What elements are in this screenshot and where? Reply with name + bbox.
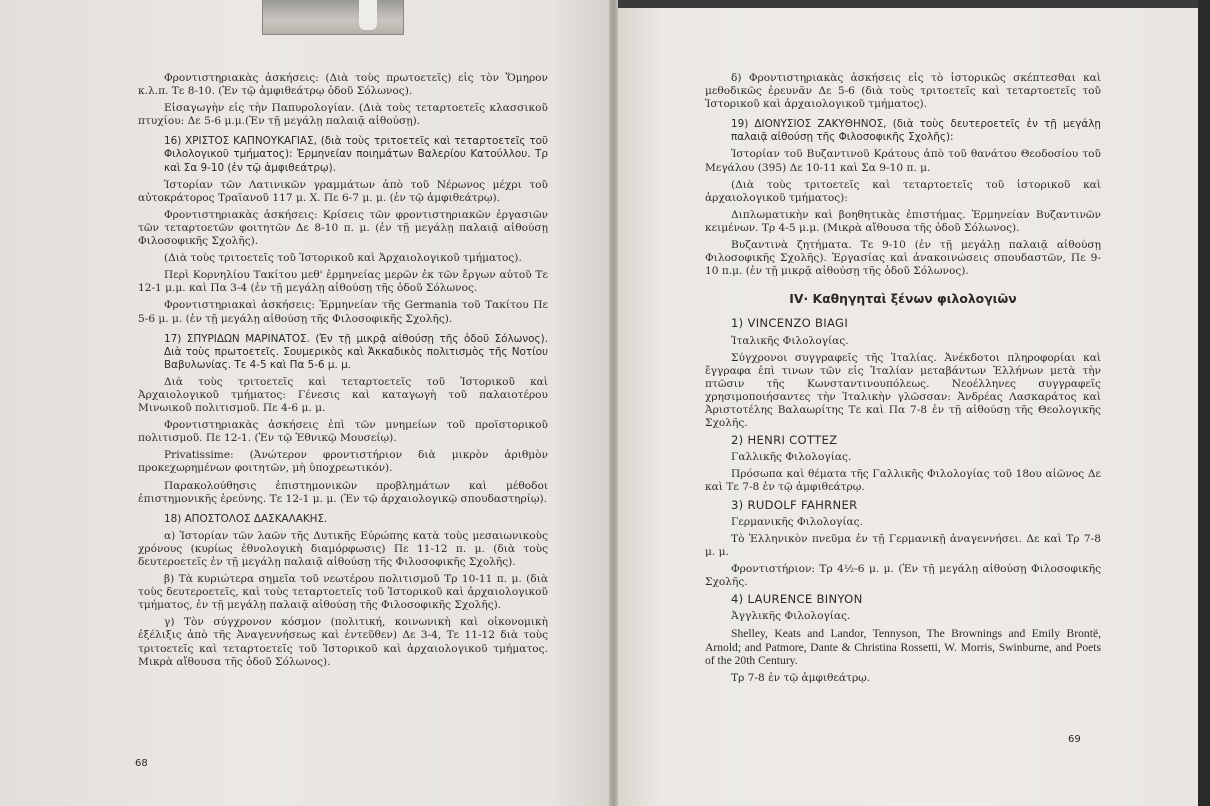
professor-field: Ἀγγλικῆς Φιλολογίας. (731, 610, 851, 623)
section-entry: 16) ΧΡΙΣΤΟΣ ΚΑΠΝΟΥΚΑΓΙΑΣ, (διὰ τοὺς τριτοετεῖς καὶ τεταρτοετεῖς τοῦ Φιλολογικοῦ τμήματος): Ἑρμηνείαν ποιημάτων Βαλερίου Κατούλλου. Τρ καὶ Σα 9-10 (ἐν τῷ ἀμφιθεάτρῳ). (164, 135, 548, 174)
paragraph: Διπλωματικὴν καὶ βοηθητικὰς ἐπιστήμας. Ἑρμηνείαν Βυζαντινῶν κειμένων. Τρ 4-5 μ.μ. (Μικρὰ αἴθουσα τῆς ὁδοῦ Σόλωνος). (705, 208, 1101, 234)
course-description: Φροντιστήριον: Τρ 4½-6 μ. μ. (Ἐν τῇ μεγάλῃ αἰθούσῃ Φιλοσοφικῆς Σχολῆς. (705, 562, 1101, 588)
professor-field: Ἰταλικῆς Φιλολογίας. (731, 334, 849, 347)
right-page-number: 69 (1068, 734, 1081, 745)
professor-field: Γαλλικῆς Φιλολογίας. (731, 451, 852, 464)
binder-clip (262, 0, 404, 35)
paragraph: Φροντιστηριακὰς ἀσκήσεις: Κρίσεις τῶν φροντιστηριακῶν ἐργασιῶν τῶν τεταρτοετῶν φοιτητῶν Δε 8-10 π. μ. (ἐν τῇ μεγάλῃ παλαιᾷ αἰθούσῃ Φιλοσοφικῆς Σχολῆς). (138, 208, 548, 248)
left-page-number: 68 (135, 758, 148, 769)
paragraph: δ) Φροντιστηριακὰς ἀσκήσεις εἰς τὸ ἱστορικῶς σκέπτεσθαι καὶ μεθοδικῶς ἐρευνᾶν Δε 5-6 (διὰ τοὺς τριτοετεῖς καὶ τεταρτοετεῖς τοῦ Ἱστορικοῦ καὶ ἀρχαιολογικοῦ τμήματος). (705, 72, 1101, 111)
professor-name: 4) LAURENCE BINYON (731, 592, 863, 607)
paragraph: Παρακολούθησις ἐπιστημονικῶν προβλημάτων καὶ μέθοδοι ἐπιστημονικῆς ἐρεύνης. Τε 12-1 μ. μ. (Ἐν τῷ ἀρχαιολογικῷ σπουδαστηρίῳ). (138, 479, 548, 505)
section-entry: 17) ΣΠΥΡΙΔΩΝ ΜΑΡΙΝΑΤΟΣ. (Ἐν τῇ μικρᾷ αἰθούσῃ τῆς ὁδοῦ Σόλωνος). Διὰ τοὺς πρωτοετεῖς. Σουμερικὸς καὶ Ἀκκαδικὸς πολιτισμὸς τῆς Νοτίου Βαβυλωνίας. Τε 4-5 καὶ Πα 5-6 μ. μ. (164, 332, 548, 371)
course-description: Τρ 7-8 ἐν τῷ ἀμφιθεάτρῳ. (731, 672, 871, 685)
paragraph: Ἱστορίαν τοῦ Βυζαντινοῦ Κράτους ἀπὸ τοῦ θανάτου Θεοδοσίου τοῦ Μεγάλου (395) Δε 10-11 καὶ Σα 9-10 π. μ. (705, 148, 1101, 174)
paragraph: Φροντιστηριακὰς ἀσκήσεις ἐπὶ τῶν μνημείων τοῦ προϊστορικοῦ πολιτισμοῦ. Πε 12-1. (Ἐν τῷ Ἐθνικῷ Μουσείῳ). (138, 419, 548, 445)
section-entry: 18) ΑΠΟΣΤΟΛΟΣ ΔΑΣΚΑΛΑΚΗΣ. (164, 512, 328, 525)
paragraph: Ἱστορίαν τῶν Λατινικῶν γραμμάτων ἀπὸ τοῦ Νέρωνος μέχρι τοῦ αὐτοκράτορος Τραϊανοῦ 117 μ. Χ. Πε 6-7 μ. μ. (ἐν τῷ ἀμφιθεάτρῳ). (138, 178, 548, 204)
course-description: Πρόσωπα καὶ θέματα τῆς Γαλλικῆς Φιλολογίας τοῦ 18ου αἰῶνος Δε καὶ Τε 7-8 ἐν τῷ ἀμφιθεάτρῳ. (705, 468, 1101, 494)
clip-slot (359, 0, 377, 30)
paragraph: β) Τὰ κυριώτερα σημεῖα τοῦ νεωτέρου πολιτισμοῦ Τρ 10-11 π. μ. (διὰ τοὺς δευτεροετεῖς, καὶ τοὺς τεταρτοετεῖς τοῦ Ἱστορικοῦ καὶ ἀρχαιολογικοῦ τμήματος, ἐν τῇ μεγάλῃ παλαιᾷ αἰθούσῃ τῆς Φιλοσοφικῆς Σχολῆς). (138, 573, 548, 612)
section-entry: 19) ΔΙΟΝΥΣΙΟΣ ΖΑΚΥΘΗΝΟΣ, (διὰ τοὺς δευτεροετεῖς ἐν τῇ μεγάλῃ παλαιᾷ αἰθούσῃ τῆς Φιλοσοφικῆς Σχολῆς): (731, 118, 1101, 144)
professor-name: 2) HENRI COTTEZ (731, 433, 838, 448)
professor-field: Γερμανικῆς Φιλολογίας. (731, 515, 863, 528)
paragraph: Βυζαντινὰ ζητήματα. Τε 9-10 (ἐν τῇ μεγάλῃ παλαιᾷ αἰθούσῃ Φιλοσοφικῆς Σχολῆς). Ἐργασίας καὶ ἀνακοινώσεις σπουδαστῶν, Πε 9-10 π.μ. (ἐν τῇ μικρᾷ αἰθούσῃ τῆς ὁδοῦ Σόλωνος). (705, 239, 1101, 278)
book-gutter (609, 0, 618, 806)
book-cover-edge (1198, 0, 1210, 806)
paragraph: Φροντιστηριακαὶ ἀσκήσεις: Ἑρμηνείαν τῆς Germania τοῦ Τακίτου Πε 5-6 μ. μ. (ἐν τῇ μεγάλῃ αἰθούσῃ τῆς Φιλοσοφικῆς Σχολῆς). (138, 299, 548, 325)
course-description: Τὸ Ἑλληνικὸν πνεῦμα ἐν τῇ Γερμανικῇ ἀναγεννήσει. Δε καὶ Τρ 7-8 μ. μ. (705, 532, 1101, 558)
professor-name: 1) VINCENZO BIAGI (731, 316, 849, 331)
paragraph: Περὶ Κορνηλίου Τακίτου μεθ' ἑρμηνείας μερῶν ἐκ τῶν ἔργων αὐτοῦ Τε 12-1 μ.μ. καὶ Πα 3-4 (ἐν τῇ μεγάλῃ αἰθούσῃ τῆς ὁδοῦ Σόλωνος. (138, 269, 548, 295)
paragraph: Εἰσαγωγὴν εἰς τὴν Παπυρολογίαν. (Διὰ τοὺς τεταρτοετεῖς κλασσικοῦ πτυχίου: Δε 5-6 μ.μ.(Ἐν τῇ μεγάλῃ παλαιᾷ αἰθούσῃ). (138, 102, 548, 128)
paragraph: Privatissime: (Ἀνώτερον φροντιστήριον διὰ μικρὸν ἀριθμὸν προκεχωρημένων φοιτητῶν, μὴ ὑποχρεωτικόν). (138, 449, 548, 475)
paragraph: (Διὰ τοὺς τριτοετεῖς τοῦ Ἱστορικοῦ καὶ Ἀρχαιολογικοῦ τμήματος). (164, 252, 522, 265)
left-page-text (138, 72, 548, 673)
paragraph: α) Ἱστορίαν τῶν λαῶν τῆς Δυτικῆς Εὐρώπης κατὰ τοὺς μεσαιωνικοὺς χρόνους (κυρίως ἐθνολογικὴ διαμόρφωσις) Πε 11-12 π. μ. (διὰ τοὺς δευτεροετεῖς ἐν τῇ μεγάλῃ παλαιᾷ αἰθούσῃ τῆς Φιλοσοφικῆς Σχολῆς). (138, 529, 548, 568)
paragraph: (Διὰ τοὺς τριτοετεῖς καὶ τεταρτοετεῖς τοῦ ἱστορικοῦ καὶ ἀρχαιολογικοῦ τμήματος): (705, 178, 1101, 204)
paragraph: Διὰ τοὺς τριτοετεῖς καὶ τεταρτοετεῖς τοῦ Ἱστορικοῦ καὶ Ἀρχαιολογικοῦ τμήματος: Γένεσις καὶ καταγωγὴ τοῦ παλαιοτέρου Μινωικοῦ πολιτισμοῦ. Πε 4-6 μ. μ. (138, 375, 548, 415)
right-page-text (705, 72, 1101, 689)
course-description-latin: Shelley, Keats and Landor, Tennyson, The Brownings and Emily Brontë, Arnold; and Patmore, Dante & Christina Rossetti, W. Morris, Swinburne, and Poets of the 20th Century. (705, 627, 1101, 668)
section-heading: IV· Καθηγηταὶ ξένων φιλολογιῶν (789, 291, 1017, 307)
paragraph: γ) Τὸν σύγχρονον κόσμον (πολιτική, κοινωνικὴ καὶ οἰκονομικὴ ἐξέλιξις ἀπὸ τῆς Ἀναγεννήσεως καὶ ἐντεῦθεν) Δε 3-4, Τε 11-12 διὰ τοὺς τριτοετεῖς καὶ τεταρτοετεῖς τοῦ Ἱστορικοῦ καὶ ἀρχαιολογικοῦ τμήματος. Μικρὰ αἴθουσα τῆς ὁδοῦ Σόλωνος). (138, 616, 548, 668)
course-description: Σύγχρονοι συγγραφεῖς τῆς Ἰταλίας. Ἀνέκδοτοι πληροφορίαι καὶ ἔγγραφα ἐπὶ τινων τῶν εἰς Ἰταλίαν μεταβάντων Ἑλλήνων μετὰ τὴν πτῶσιν τῆς Κωνσταντινουπόλεως. Νεοέλληνες συγγραφεῖς χρησιμοποιήσαντες τὴν Ἰταλικὴν γλῶσσαν: Ἀνδρέας Λασκαράτος καὶ Ἀριστοτέλης Βαλαωρίτης Τε καὶ Πα 7-8 ἐν τῇ αἰθούσῃ τῆς Θεολογικῆς Σχολῆς. (705, 351, 1101, 430)
paragraph: Φροντιστηριακὰς ἀσκήσεις: (Διὰ τοὺς πρωτοετεῖς) εἰς τὸν Ὅμηρον κ.λ.π. Τε 8-10. (Ἐν τῷ ἀμφιθεάτρῳ ὁδοῦ Σόλωνος). (138, 72, 548, 98)
professor-name: 3) RUDOLF FAHRNER (731, 497, 858, 512)
